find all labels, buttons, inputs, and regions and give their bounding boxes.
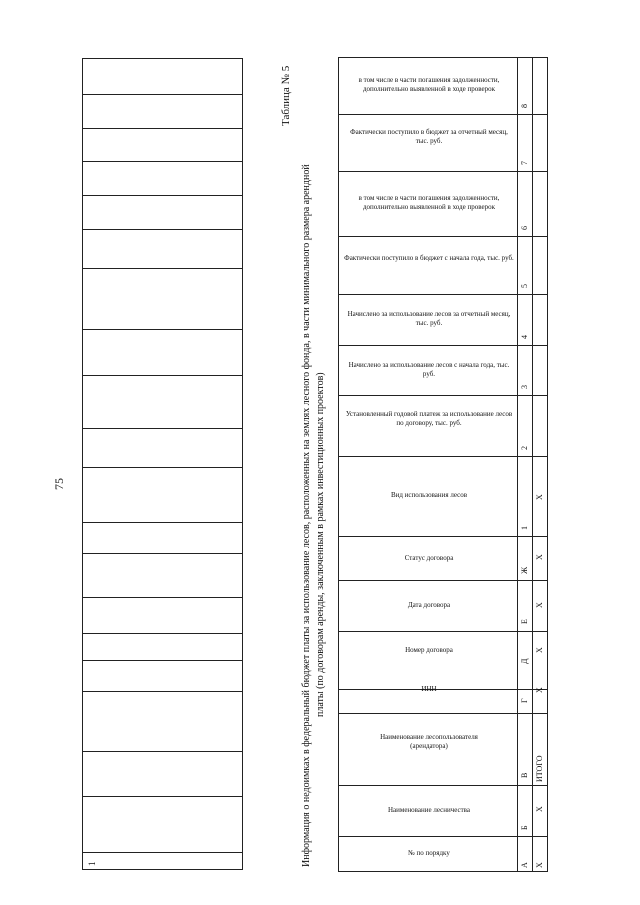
- code-zh: Ж: [520, 566, 529, 574]
- total-cell-1: [535, 490, 547, 502]
- title-line-1: Информация о недоимках в федеральный бюджет платы за использование лесов, расположенных на землях лесного фонда, в части минимального размера арендной: [301, 164, 312, 867]
- code-cell-e: [520, 614, 532, 626]
- table-row-divider: [83, 553, 242, 554]
- table-row-divider: [83, 94, 242, 95]
- code-3: 3: [520, 385, 529, 389]
- table-row-divider: [83, 268, 242, 269]
- code-2: 2: [520, 446, 529, 450]
- code-8: 8: [520, 104, 529, 108]
- table-row-divider: [83, 375, 242, 376]
- total-cell-e: [535, 598, 547, 610]
- header-col-8: в том числе в части погашения задолженности, дополнительно выявленной в ходе проверок: [358, 76, 500, 93]
- code-cell-a: [520, 858, 532, 870]
- header-col-2: Установленный годовой платеж за использование лесов по договору, тыс. руб.: [345, 410, 513, 427]
- header-col-b: Наименование лесничества: [387, 806, 471, 814]
- column-divider: [339, 114, 547, 115]
- table-row-divider: [83, 660, 242, 661]
- column-divider: [339, 171, 547, 172]
- total-cell-zh: [535, 550, 547, 562]
- table-row-divider: [83, 597, 242, 598]
- header-col-e: Дата договора: [407, 601, 451, 609]
- column-divider: [339, 395, 547, 396]
- code-d: Д: [520, 658, 529, 664]
- table-row-divider: [83, 161, 242, 162]
- header-col-g: ИНН: [421, 685, 437, 693]
- page-number: 75: [52, 478, 66, 490]
- total-v: ИТОГО: [535, 755, 544, 782]
- total-1: Х: [535, 494, 544, 500]
- table-row-divider: [83, 229, 242, 230]
- code-cell-g: [520, 693, 532, 705]
- header-col-3: Начислено за использование лесов с начала года, тыс. руб.: [348, 361, 510, 378]
- code-e: Е: [520, 619, 529, 624]
- code-1: 1: [520, 526, 529, 530]
- table-row-divider: [83, 522, 242, 523]
- column-divider: [339, 631, 547, 632]
- title-line-2: платы (по договорам аренды, заключенным в рамках инвестиционных проектов): [315, 372, 326, 717]
- table-row-divider: [83, 796, 242, 797]
- code-cell-4: [520, 329, 532, 341]
- table-label-block: [280, 62, 294, 132]
- total-cell-a: [535, 858, 547, 870]
- code-4: 4: [520, 335, 529, 339]
- code-cell-b: [520, 820, 532, 832]
- total-g: Х: [535, 687, 544, 693]
- column-divider: [339, 785, 547, 786]
- code-6: 6: [520, 226, 529, 230]
- total-cell-g: [535, 683, 547, 695]
- table-label: Таблица № 5: [280, 65, 292, 126]
- code-cell-1: [520, 520, 532, 532]
- code-cell-3: [520, 379, 532, 391]
- code-cell-2: [520, 440, 532, 452]
- table-row-divider: [83, 852, 242, 853]
- header-col-d: Номер договора: [405, 646, 453, 654]
- table-row-divider: [83, 751, 242, 752]
- total-a: Х: [535, 862, 544, 868]
- total-cell-v: [535, 744, 547, 784]
- table-row-divider: [83, 691, 242, 692]
- code-cell-v: [520, 768, 532, 780]
- table-row-divider: [83, 428, 242, 429]
- table-row-divider: [83, 329, 242, 330]
- code-cell-d: [520, 654, 532, 666]
- code-7: 7: [520, 161, 529, 165]
- code-g: Г: [520, 698, 529, 703]
- total-d: Х: [535, 647, 544, 653]
- continuation-table: [82, 58, 243, 870]
- column-divider: [339, 456, 547, 457]
- total-b: Х: [535, 806, 544, 812]
- header-col-7: Фактически поступило в бюджет за отчетный месяц, тыс. руб.: [350, 128, 508, 145]
- code-cell-7: [520, 155, 532, 167]
- header-col-5: Фактически поступило в бюджет с начала года, тыс. руб.: [344, 254, 514, 262]
- table-row-divider: [83, 195, 242, 196]
- code-total-divider: [532, 58, 533, 871]
- header-col-4: Начислено за использование лесов за отчетный месяц, тыс. руб.: [347, 310, 511, 327]
- debt-table: [338, 57, 548, 872]
- total-cell-d: [535, 643, 547, 655]
- total-cell-b: [535, 802, 547, 814]
- row-number-cell: [87, 854, 99, 868]
- column-divider: [339, 294, 547, 295]
- column-divider: [339, 345, 547, 346]
- code-b: Б: [520, 825, 529, 830]
- page-number-block: [52, 462, 66, 492]
- code-cell-6: [520, 220, 532, 232]
- header-col-a: № по порядку: [408, 849, 450, 857]
- header-col-6: в том числе в части погашения задолженности, дополнительно выявленной в ходе проверок: [358, 194, 500, 211]
- column-divider: [339, 836, 547, 837]
- header-col-zh: Статус договора: [404, 554, 454, 562]
- total-e: Х: [535, 602, 544, 608]
- header-code-divider: [517, 58, 518, 871]
- code-cell-8: [520, 98, 532, 110]
- code-5: 5: [520, 284, 529, 288]
- column-divider: [339, 713, 547, 714]
- table-row-divider: [83, 128, 242, 129]
- code-cell-zh: [520, 564, 532, 576]
- code-a: А: [520, 862, 529, 868]
- column-divider: [339, 536, 547, 537]
- column-divider: [339, 236, 547, 237]
- code-v: В: [520, 772, 529, 778]
- header-col-v: Наименование лесопользователя (арендатора): [380, 733, 478, 750]
- table-row-divider: [83, 467, 242, 468]
- row-number: 1: [87, 861, 97, 866]
- table-row-divider: [83, 633, 242, 634]
- table-title: [300, 62, 330, 872]
- code-cell-5: [520, 278, 532, 290]
- header-col-1: Вид использования лесов: [390, 491, 468, 499]
- total-zh: Х: [535, 554, 544, 560]
- column-divider: [339, 580, 547, 581]
